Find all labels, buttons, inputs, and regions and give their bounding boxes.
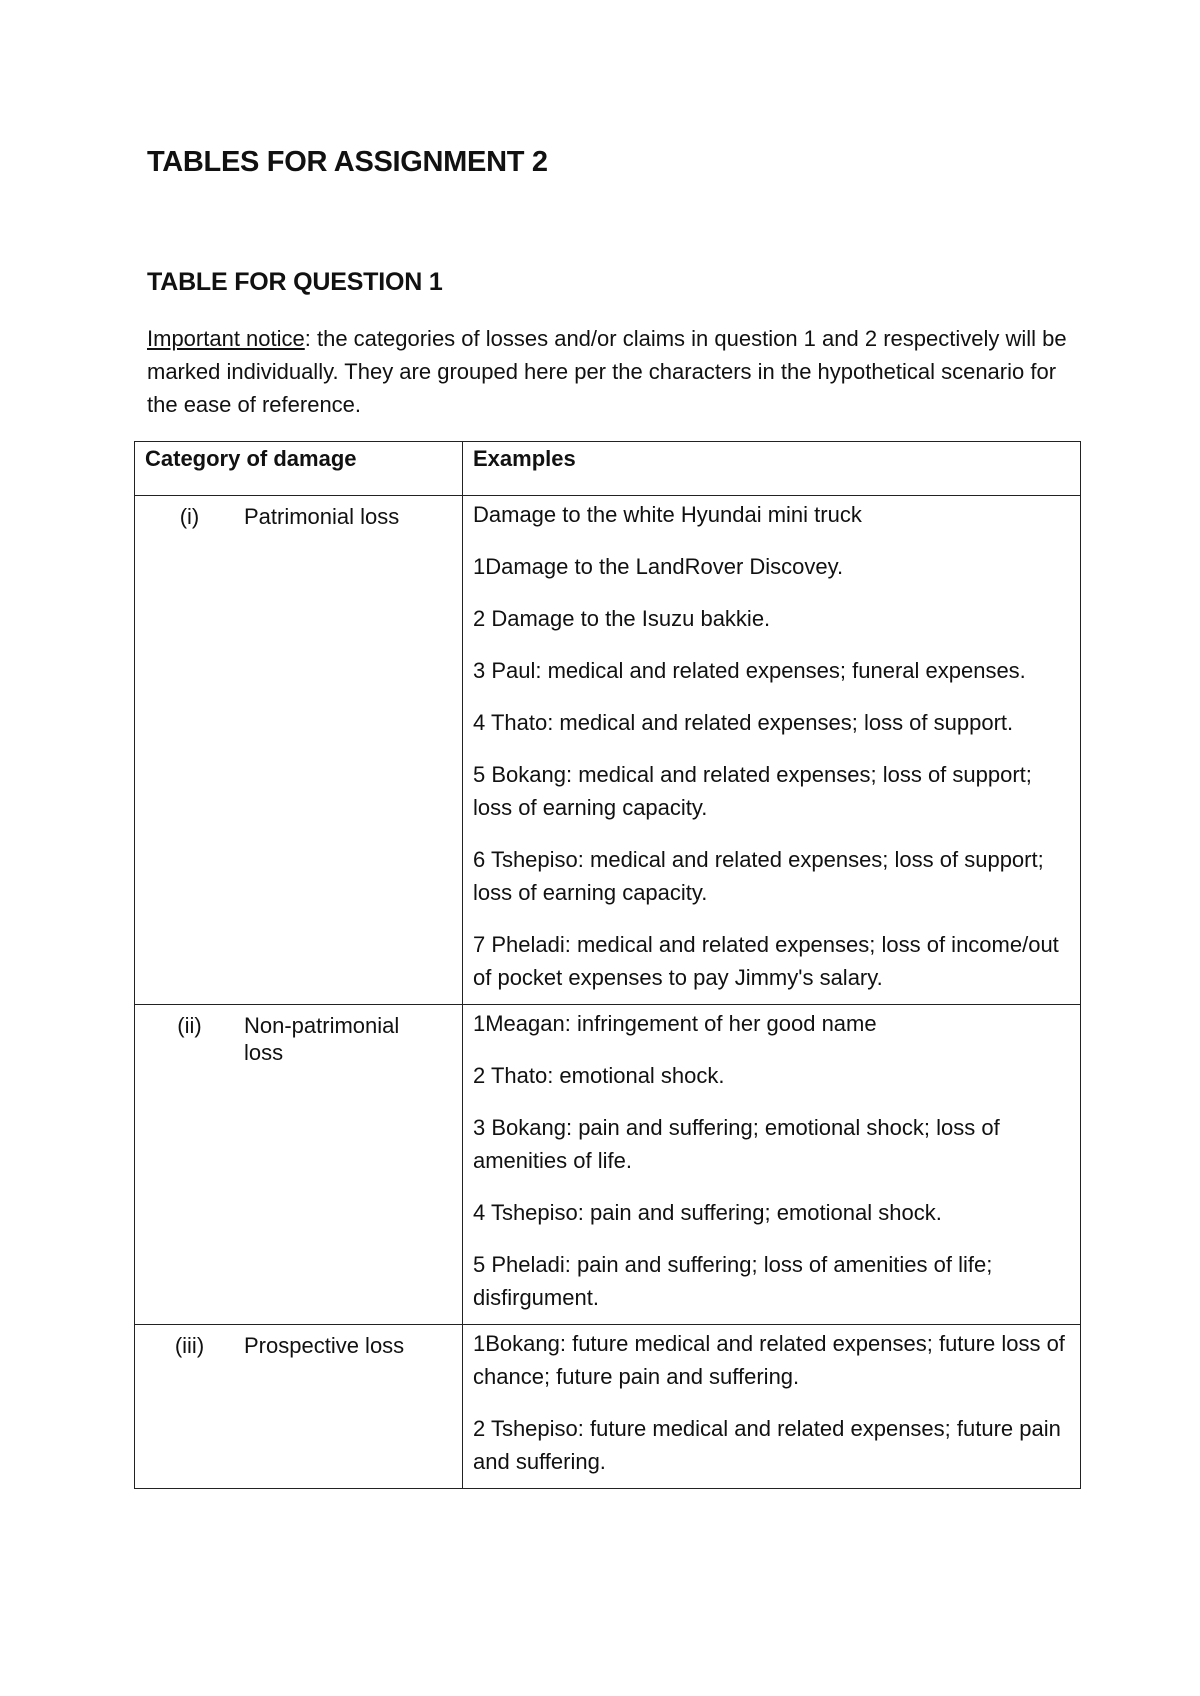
example-item: 3 Paul: medical and related expenses; funeral expenses.: [473, 658, 1026, 683]
examples-cell: [463, 1325, 1081, 1489]
examples-cell: [463, 1005, 1081, 1325]
document-title: TABLES FOR ASSIGNMENT 2: [147, 146, 548, 178]
example-item: Damage to the white Hyundai mini truck: [473, 502, 862, 527]
table-row: [135, 1325, 1081, 1489]
table-header-row: [135, 442, 1081, 496]
table-row: [135, 496, 1081, 1005]
category-cell: [135, 1325, 463, 1489]
example-item: 4 Tshepiso: pain and suffering; emotional shock.: [473, 1200, 942, 1225]
example-item: 1Bokang: future medical and related expenses; future loss of chance; future pain and suffering.: [473, 1331, 1065, 1389]
category-number: (iii): [174, 1333, 205, 1358]
example-item: 3 Bokang: pain and suffering; emotional shock; loss of amenities of life.: [473, 1115, 1000, 1173]
example-item: 6 Tshepiso: medical and related expenses; loss of support; loss of earning capacity.: [473, 847, 1044, 905]
example-item: 5 Pheladi: pain and suffering; loss of amenities of life; disfirgument.: [473, 1252, 993, 1310]
category-label: Prospective loss: [244, 1333, 405, 1358]
example-item: 4 Thato: medical and related expenses; loss of support.: [473, 710, 1014, 735]
example-item: 1Damage to the LandRover Discovey.: [473, 554, 844, 579]
category-label: Patrimonial loss: [244, 504, 400, 529]
damage-table: [134, 441, 1081, 1489]
example-item: 2 Damage to the Isuzu bakkie.: [473, 606, 771, 631]
header-examples: Examples: [463, 442, 1081, 496]
notice-label: Important notice: [147, 326, 305, 351]
example-item: 5 Bokang: medical and related expenses; loss of support; loss of earning capacity.: [473, 762, 1032, 820]
examples-cell: [463, 496, 1081, 1005]
category-number: (i): [179, 504, 200, 529]
category-label: Non-patrimonial loss: [244, 1013, 400, 1065]
example-item: 7 Pheladi: medical and related expenses; loss of income/out of pocket expenses to pay Jimmy's salary.: [473, 932, 1059, 990]
important-notice: [147, 322, 1087, 421]
notice-text: : the categories of losses and/or claims in question 1 and 2 respectively will be marked individually. They are grouped here per the characters in the hypothetical scenario for the ease of reference.: [147, 326, 1067, 417]
example-item: 2 Tshepiso: future medical and related expenses; future pain and suffering.: [473, 1416, 1061, 1474]
category-number: (ii): [177, 1013, 202, 1038]
category-cell: [135, 496, 463, 1005]
example-item: 2 Thato: emotional shock.: [473, 1063, 725, 1088]
table-row: [135, 1005, 1081, 1325]
example-item: 1Meagan: infringement of her good name: [473, 1011, 877, 1036]
category-cell: [135, 1005, 463, 1325]
header-category: Category of damage: [135, 442, 463, 496]
section-heading: TABLE FOR QUESTION 1: [147, 268, 443, 296]
